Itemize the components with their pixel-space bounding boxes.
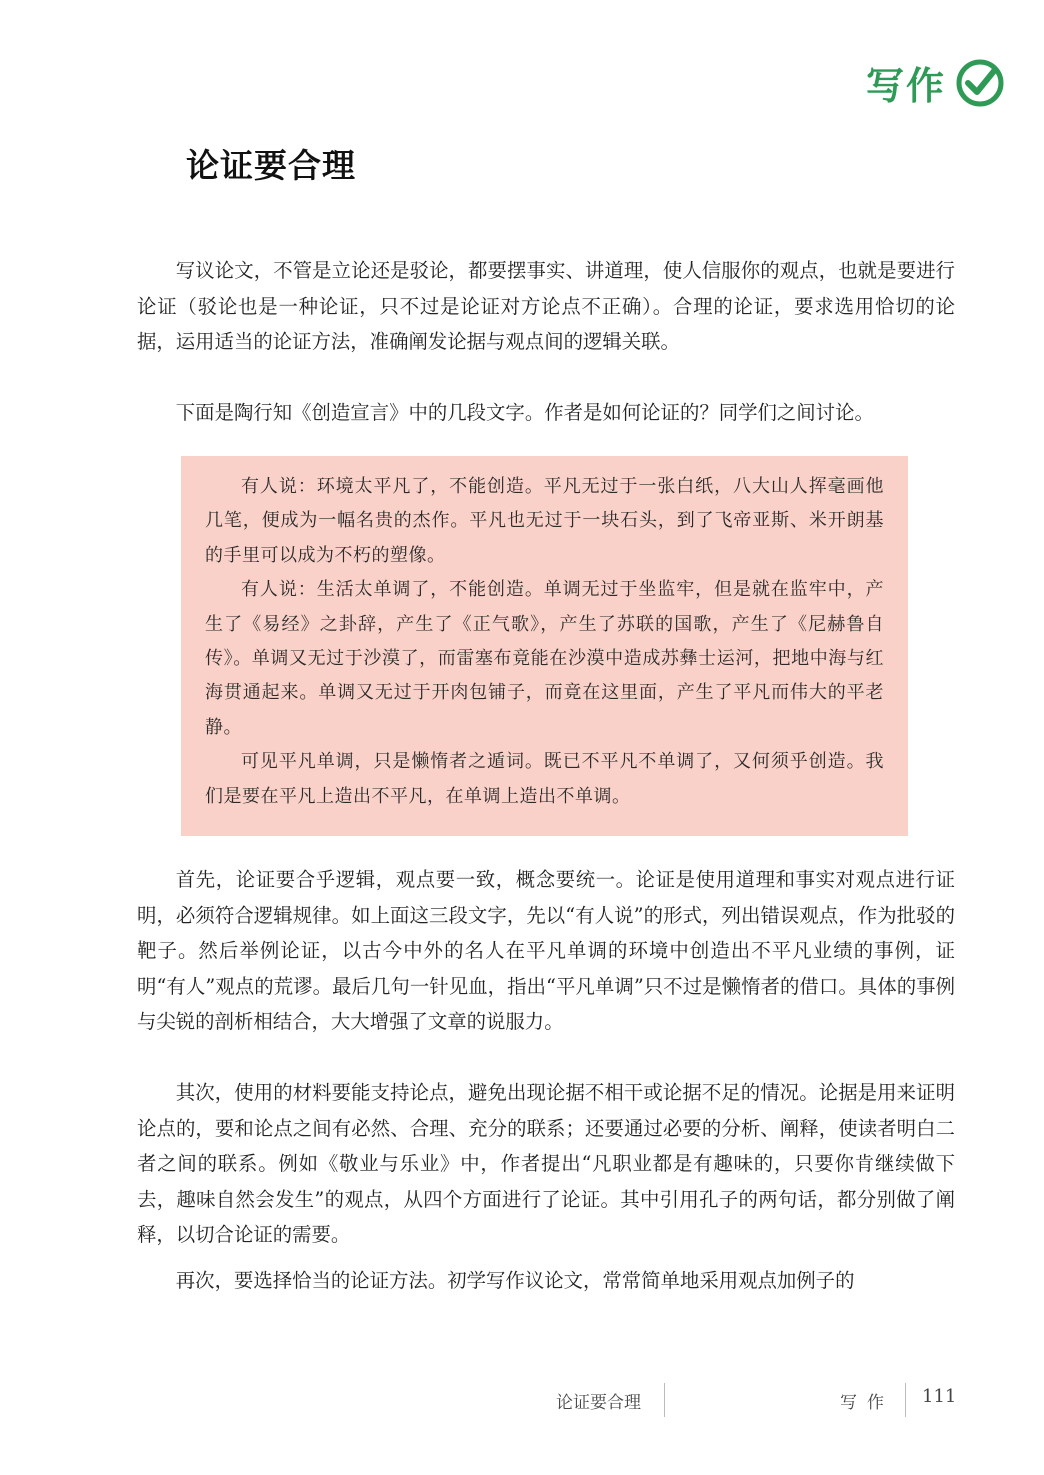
paragraph-second-point: 其次，使用的材料要能支持论点，避免出现论据不相干或论据不足的情况。论据是用来证明论点的，要和论点之间有必然、合理、充分的联系；还要通过必要的分析、阐释，使读者明白二者之间的联系。例如《敬业与乐业》中，作者提出“凡职业都是有趣味的，只要你肯继续做下去，趣味自然会发生”的观点，从四个方面进行了论证。其中引用孔子的两句话，都分别做了阐释，以切合论证的需要。 (137, 1081, 955, 1246)
quote-box (181, 456, 908, 836)
quote-paragraph: 有人说：生活太单调了，不能创造。单调无过于坐监牢，但是就在监牢中，产生了《易经》之卦辞，产生了《正气歌》，产生了苏联的国歌，产生了《尼赫鲁自传》。单调又无过于沙漠了，而雷塞布竟能在沙漠中造成苏彝士运河，把地中海与红海贯通起来。单调又无过于开肉包铺子，而竟在这里面，产生了平凡而伟大的平老静。 (205, 579, 884, 738)
footer-lesson-title: 论证要合理 (556, 1393, 641, 1413)
page-number: 111 (922, 1386, 957, 1407)
section-tag (866, 55, 1004, 110)
page-title: 论证要合理 (186, 146, 356, 185)
page-footer (0, 1383, 1044, 1423)
footer-divider (664, 1383, 665, 1417)
quote-paragraph: 有人说：环境太平凡了，不能创造。平凡无过于一张白纸，八大山人挥毫画他几笔，便成为一幅名贵的杰作。平凡也无过于一块石头，到了飞帝亚斯、米开朗基的手里可以成为不朽的塑像。 (205, 476, 884, 566)
footer-divider (905, 1383, 906, 1417)
quote-paragraph: 可见平凡单调，只是懒惰者之遁词。既已不平凡不单调了，又何须乎创造。我们是要在平凡上造出不平凡，在单调上造出不单调。 (205, 751, 884, 807)
paragraph-intro: 写议论文，不管是立论还是驳论，都要摆事实、讲道理，使人信服你的观点，也就是要进行论证（驳论也是一种论证，只不过是论证对方论点不正确）。合理的论证，要求选用恰切的论据，运用适当的论证方法，准确阐发论据与观点间的逻辑关联。 (137, 259, 955, 353)
section-label: 写作 (865, 64, 946, 108)
paragraph-first-point: 首先，论证要合乎逻辑，观点要一致，概念要统一。论证是使用道理和事实对观点进行证明，必须符合逻辑规律。如上面这三段文字，先以“有人说”的形式，列出错误观点，作为批驳的靶子。然后举例论证，以古今中外的名人在平凡单调的环境中创造出不平凡业绩的事例，证明“有人”观点的荒谬。最后几句一针见血，指出“平凡单调”只不过是懒惰者的借口。具体的事例与尖锐的剖析相结合，大大增强了文章的说服力。 (137, 868, 955, 1033)
footer-section: 写作 (840, 1393, 894, 1413)
pen-check-icon (956, 59, 1004, 107)
paragraph-prompt: 下面是陶行知《创造宣言》中的几段文字。作者是如何论证的？同学们之间讨论。 (175, 401, 874, 424)
paragraph-third-point: 再次，要选择恰当的论证方法。初学写作议论文，常常简单地采用观点加例子的 (175, 1269, 855, 1292)
